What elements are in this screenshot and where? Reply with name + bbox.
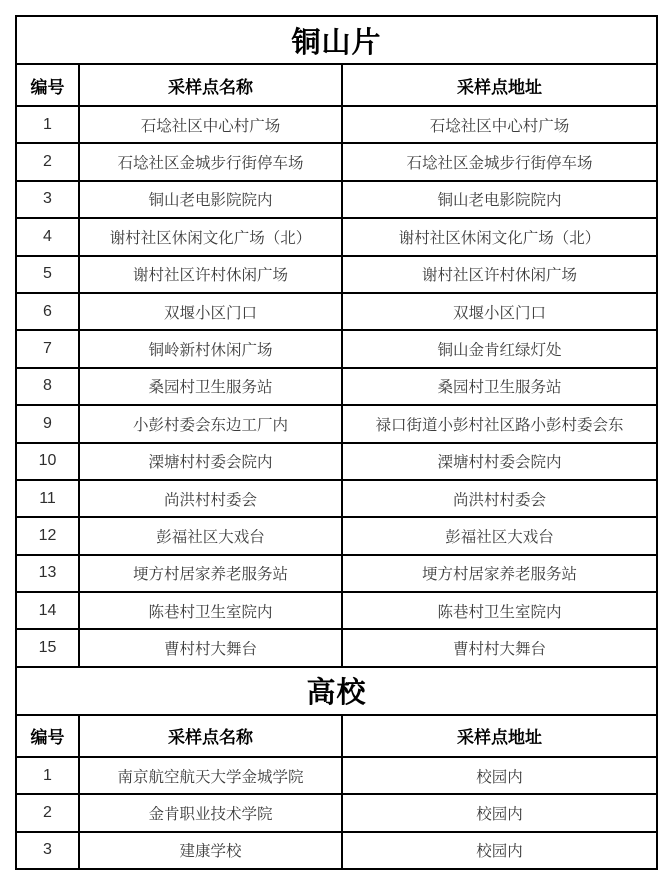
- table-row: [16, 368, 657, 405]
- row-number-cell: 1: [16, 106, 79, 143]
- table-row: [16, 517, 657, 554]
- table-row: [16, 330, 657, 367]
- table-row: [16, 181, 657, 218]
- site-address-cell: 铜山老电影院院内: [342, 181, 657, 218]
- row-number-cell: 7: [16, 330, 79, 367]
- column-header: 采样点名称: [79, 64, 342, 106]
- site-address-cell: 彭福社区大戏台: [342, 517, 657, 554]
- site-name-cell: 桑园村卫生服务站: [79, 368, 342, 405]
- site-name-cell: 南京航空航天大学金城学院: [79, 757, 342, 794]
- table-row: [16, 832, 657, 869]
- table-row: [16, 757, 657, 794]
- table-row: [16, 405, 657, 442]
- site-address-cell: 谢村社区许村休闲广场: [342, 256, 657, 293]
- table-row: [16, 443, 657, 480]
- column-header: 编号: [16, 715, 79, 757]
- sampling-table: [15, 15, 658, 870]
- row-number-cell: 2: [16, 143, 79, 180]
- row-number-cell: 9: [16, 405, 79, 442]
- site-address-cell: 校园内: [342, 757, 657, 794]
- table-row: [16, 256, 657, 293]
- column-header: 采样点地址: [342, 64, 657, 106]
- site-name-cell: 尚洪村村委会: [79, 480, 342, 517]
- row-number-cell: 10: [16, 443, 79, 480]
- site-name-cell: 铜岭新村休闲广场: [79, 330, 342, 367]
- site-address-cell: 溧塘村村委会院内: [342, 443, 657, 480]
- table-row: [16, 218, 657, 255]
- site-name-cell: 建康学校: [79, 832, 342, 869]
- section-title: 高校: [16, 667, 657, 715]
- site-name-cell: 金肯职业技术学院: [79, 794, 342, 831]
- row-number-cell: 13: [16, 555, 79, 592]
- row-number-cell: 8: [16, 368, 79, 405]
- site-name-cell: 双堰小区门口: [79, 293, 342, 330]
- table-row: [16, 794, 657, 831]
- site-name-cell: 铜山老电影院院内: [79, 181, 342, 218]
- site-name-cell: 谢村社区休闲文化广场（北）: [79, 218, 342, 255]
- row-number-cell: 1: [16, 757, 79, 794]
- table-row: [16, 143, 657, 180]
- site-address-cell: 陈巷村卫生室院内: [342, 592, 657, 629]
- row-number-cell: 14: [16, 592, 79, 629]
- column-header: 编号: [16, 64, 79, 106]
- site-name-cell: 曹村村大舞台: [79, 629, 342, 666]
- section-title-row: [16, 667, 657, 715]
- section-title: 铜山片: [16, 16, 657, 64]
- column-header: 采样点名称: [79, 715, 342, 757]
- section-title-row: [16, 16, 657, 64]
- table-row: [16, 293, 657, 330]
- row-number-cell: 6: [16, 293, 79, 330]
- column-header: 采样点地址: [342, 715, 657, 757]
- table-row: [16, 629, 657, 666]
- site-name-cell: 埂方村居家养老服务站: [79, 555, 342, 592]
- table-row: [16, 480, 657, 517]
- table-row: [16, 106, 657, 143]
- site-address-cell: 校园内: [342, 832, 657, 869]
- table-row: [16, 592, 657, 629]
- site-name-cell: 石埝社区金城步行街停车场: [79, 143, 342, 180]
- row-number-cell: 15: [16, 629, 79, 666]
- column-header-row: [16, 64, 657, 106]
- row-number-cell: 2: [16, 794, 79, 831]
- site-address-cell: 禄口街道小彭村社区路小彭村委会东: [342, 405, 657, 442]
- site-address-cell: 埂方村居家养老服务站: [342, 555, 657, 592]
- row-number-cell: 12: [16, 517, 79, 554]
- site-name-cell: 谢村社区许村休闲广场: [79, 256, 342, 293]
- site-address-cell: 石埝社区中心村广场: [342, 106, 657, 143]
- row-number-cell: 11: [16, 480, 79, 517]
- site-address-cell: 桑园村卫生服务站: [342, 368, 657, 405]
- site-address-cell: 校园内: [342, 794, 657, 831]
- row-number-cell: 3: [16, 832, 79, 869]
- site-name-cell: 溧塘村村委会院内: [79, 443, 342, 480]
- table-row: [16, 555, 657, 592]
- site-address-cell: 尚洪村村委会: [342, 480, 657, 517]
- row-number-cell: 4: [16, 218, 79, 255]
- site-address-cell: 谢村社区休闲文化广场（北）: [342, 218, 657, 255]
- site-address-cell: 曹村村大舞台: [342, 629, 657, 666]
- sampling-table-body: [16, 16, 657, 869]
- site-name-cell: 小彭村委会东边工厂内: [79, 405, 342, 442]
- row-number-cell: 3: [16, 181, 79, 218]
- site-address-cell: 石埝社区金城步行街停车场: [342, 143, 657, 180]
- site-name-cell: 陈巷村卫生室院内: [79, 592, 342, 629]
- site-address-cell: 双堰小区门口: [342, 293, 657, 330]
- column-header-row: [16, 715, 657, 757]
- site-name-cell: 彭福社区大戏台: [79, 517, 342, 554]
- site-name-cell: 石埝社区中心村广场: [79, 106, 342, 143]
- row-number-cell: 5: [16, 256, 79, 293]
- site-address-cell: 铜山金肯红绿灯处: [342, 330, 657, 367]
